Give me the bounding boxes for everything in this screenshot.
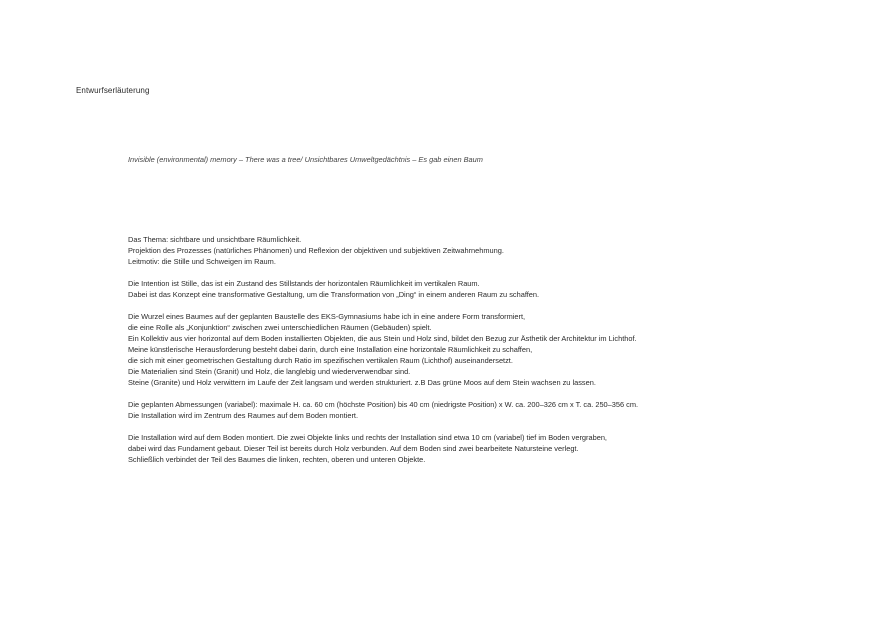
- text-line: Leitmotiv: die Stille und Schweigen im Raum.: [128, 257, 276, 266]
- text-line: Meine künstlerische Herausforderung besteht dabei darin, durch eine Installation eine horizontale Räumlichkeit zu schaffen,: [128, 345, 533, 354]
- text-line: dabei wird das Fundament gebaut. Dieser Teil ist bereits durch Holz verbunden. Auf dem Boden sind zwei bearbeitete Natursteine verlegt.: [128, 444, 579, 453]
- text-line: Die Wurzel eines Baumes auf der geplanten Baustelle des EKS-Gymnasiums habe ich in eine andere Form transformiert,: [128, 312, 526, 321]
- text-line: Projektion des Prozesses (natürliches Phänomen) und Reflexion der objektiven und subjektiven Zeitwahrnehmung.: [128, 246, 504, 255]
- body-text: [128, 234, 868, 476]
- paragraph-intention: [128, 278, 868, 300]
- text-line: Die Installation wird auf dem Boden montiert. Die zwei Objekte links und rechts der Installation sind etwa 10 cm (variabel) tief im Boden vergraben,: [128, 433, 607, 442]
- text-line: Die Materialien sind Stein (Granit) und Holz, die langlebig und wiederverwendbar sind.: [128, 367, 411, 376]
- text-line: Die Intention ist Stille, das ist ein Zustand des Stillstands der horizontalen Räumlichkeit im vertikalen Raum.: [128, 279, 480, 288]
- text-line: Ein Kollektiv aus vier horizontal auf dem Boden installierten Objekten, die aus Stein und Holz sind, bildet den Bezug zur Ästhetik der Architektur im Lichthof.: [128, 334, 637, 343]
- text-line: Dabei ist das Konzept eine transformative Gestaltung, um die Transformation von „Ding“ in einem anderen Raum zu schaffen.: [128, 290, 540, 299]
- text-line: die eine Rolle als „Konjunktion“ zwischen zwei unterschiedlichen Räumen (Gebäuden) spielt.: [128, 323, 432, 332]
- text-line: Schließlich verbindet der Teil des Baumes die linken, rechten, oberen und unteren Objekte.: [128, 455, 426, 464]
- text-line: die sich mit einer geometrischen Gestaltung durch Ratio im spezifischen vertikalen Raum (Lichthof) auseinandersetzt.: [128, 356, 513, 365]
- text-line: Steine (Granite) und Holz verwittern im Laufe der Zeit langsam und werden strukturiert. z.B Das grüne Moos auf dem Stein wachsen zu lassen.: [128, 378, 596, 387]
- paragraph-concept: [128, 311, 868, 388]
- text-line: Die geplanten Abmessungen (variabel): maximale H. ca. 60 cm (höchste Position) bis 40 cm (niedrigste Position) x W. ca. 200–326 cm x T. ca. 250–356 cm.: [128, 400, 639, 409]
- text-line: Das Thema: sichtbare und unsichtbare Räumlichkeit.: [128, 235, 302, 244]
- paragraph-installation: [128, 432, 868, 465]
- paragraph-theme: [128, 234, 868, 267]
- project-subtitle: Invisible (environmental) memory – There was a tree/ Unsichtbares Umweltgedächtnis – Es gab einen Baum: [128, 155, 483, 164]
- text-line: Die Installation wird im Zentrum des Raumes auf dem Boden montiert.: [128, 411, 359, 420]
- paragraph-dimensions: [128, 399, 868, 421]
- document-heading: Entwurfserläuterung: [76, 86, 150, 95]
